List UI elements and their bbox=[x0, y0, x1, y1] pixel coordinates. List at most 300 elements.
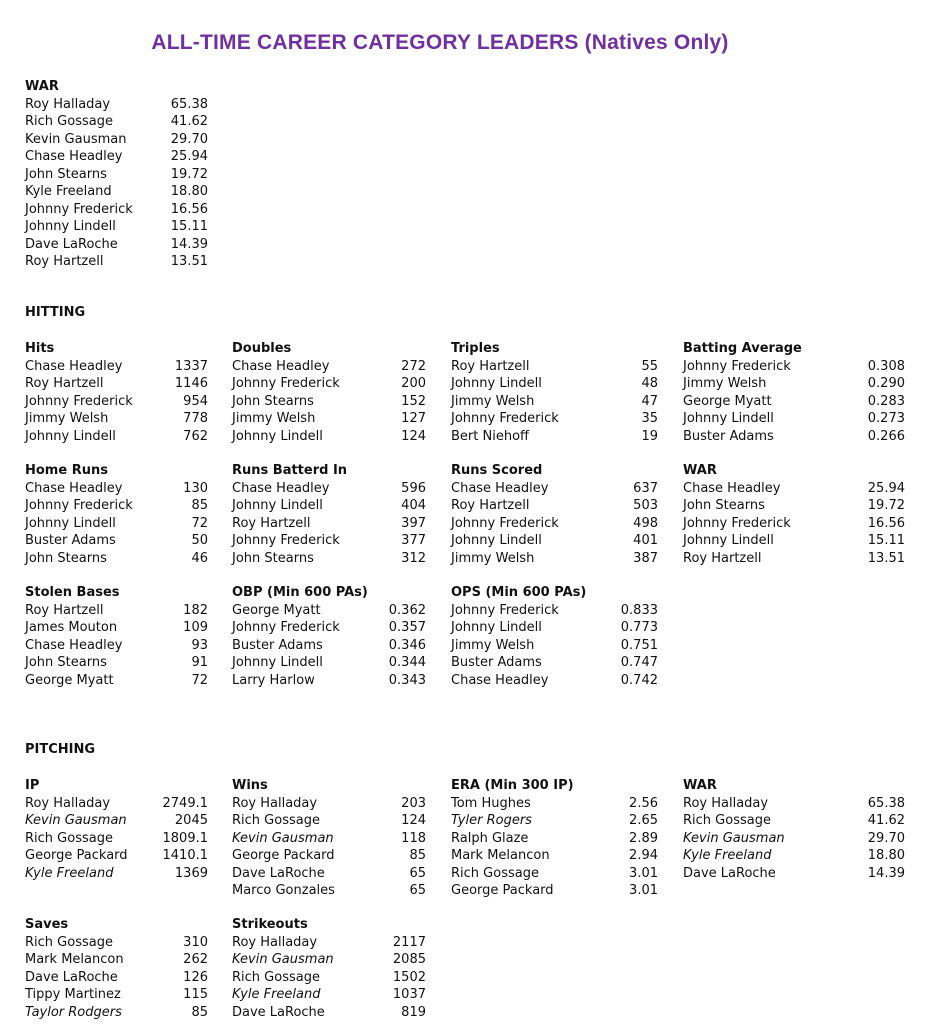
stat-value: 72 bbox=[191, 515, 208, 531]
category-heading: Strikeouts bbox=[232, 917, 308, 932]
stat-value: 13.51 bbox=[170, 254, 208, 269]
player-name: Johnny Lindell bbox=[25, 515, 116, 531]
stat-value: 0.290 bbox=[867, 376, 905, 391]
stat-value: 0.346 bbox=[388, 637, 426, 653]
player-name: Roy Halladay bbox=[232, 795, 318, 811]
stat-value: 124 bbox=[401, 428, 426, 444]
stat-value: 19 bbox=[641, 428, 658, 444]
player-name: Tom Hughes bbox=[451, 795, 531, 811]
leader-row bbox=[683, 358, 905, 376]
player-name: Kyle Freeland bbox=[232, 987, 321, 1002]
stat-value: 272 bbox=[401, 358, 426, 374]
leader-row bbox=[683, 515, 905, 533]
leader-row bbox=[25, 986, 208, 1004]
player-name: Johnny Frederick bbox=[232, 533, 340, 548]
leader-row bbox=[232, 969, 426, 987]
player-name: Dave LaRoche bbox=[25, 969, 118, 985]
stat-value: 0.747 bbox=[620, 655, 658, 670]
player-name: Roy Hartzell bbox=[25, 602, 104, 618]
stat-value: 0.344 bbox=[388, 655, 426, 670]
stat-value: 2045 bbox=[174, 813, 208, 828]
player-name: Johnny Frederick bbox=[683, 515, 791, 531]
leader-row bbox=[232, 428, 426, 446]
player-name: Johnny Frederick bbox=[25, 393, 133, 409]
leader-row bbox=[25, 96, 208, 114]
player-name: Kyle Freeland bbox=[25, 184, 112, 199]
leader-row bbox=[232, 637, 426, 655]
player-name: George Myatt bbox=[25, 672, 114, 688]
stat-value: 35 bbox=[641, 411, 658, 426]
leader-row bbox=[25, 637, 208, 655]
category-strikeouts bbox=[232, 916, 426, 1021]
stat-value: 819 bbox=[401, 1004, 426, 1020]
stat-value: 41.62 bbox=[867, 813, 905, 828]
leader-row bbox=[25, 830, 208, 848]
player-name: James Mouton bbox=[25, 620, 118, 635]
overall-war-table bbox=[25, 78, 208, 271]
leader-row bbox=[232, 865, 426, 883]
stat-value: 48 bbox=[641, 376, 658, 391]
player-name: Johnny Lindell bbox=[683, 411, 774, 426]
category-triples bbox=[451, 340, 658, 445]
player-name: Buster Adams bbox=[25, 533, 116, 548]
player-name: John Stearns bbox=[25, 166, 107, 182]
leader-row bbox=[451, 550, 658, 568]
player-name: Dave LaRoche bbox=[683, 865, 776, 881]
stat-value: 2117 bbox=[392, 934, 426, 950]
player-name: John Stearns bbox=[232, 393, 314, 409]
category-heading: WAR bbox=[683, 463, 717, 478]
leader-row bbox=[683, 428, 905, 446]
leader-row bbox=[232, 515, 426, 533]
player-name: Johnny Frederick bbox=[25, 498, 133, 513]
leader-row bbox=[25, 393, 208, 411]
leader-row bbox=[451, 393, 658, 411]
leader-row bbox=[451, 882, 658, 900]
stat-value: 115 bbox=[183, 987, 208, 1002]
category-heading: Stolen Bases bbox=[25, 585, 120, 600]
leader-row bbox=[451, 515, 658, 533]
stat-value: 203 bbox=[401, 795, 426, 811]
leader-row bbox=[25, 428, 208, 446]
category-heading: OBP (Min 600 PAs) bbox=[232, 585, 368, 600]
stat-value: 29.70 bbox=[170, 131, 208, 147]
player-name: Bert Niehoff bbox=[451, 428, 529, 444]
leader-row bbox=[25, 148, 208, 166]
player-name: Rich Gossage bbox=[25, 830, 113, 846]
player-name: Johnny Lindell bbox=[451, 376, 542, 391]
player-name: Kyle Freeland bbox=[683, 848, 772, 863]
player-name: Kevin Gausman bbox=[25, 813, 127, 828]
player-name: John Stearns bbox=[232, 550, 314, 566]
leader-row bbox=[683, 375, 905, 393]
player-name: Ralph Glaze bbox=[451, 830, 529, 846]
leader-row bbox=[232, 1004, 426, 1022]
category-heading: Doubles bbox=[232, 341, 292, 356]
stat-value: 85 bbox=[191, 498, 208, 513]
category-heading: Wins bbox=[232, 778, 268, 793]
player-name: Dave LaRoche bbox=[232, 865, 325, 881]
stat-value: 14.39 bbox=[867, 865, 905, 881]
leader-row bbox=[451, 654, 658, 672]
stat-value: 2.65 bbox=[629, 813, 658, 828]
stat-value: 0.357 bbox=[388, 620, 426, 635]
stat-value: 29.70 bbox=[867, 830, 905, 846]
stat-value: 0.273 bbox=[867, 411, 905, 426]
leader-row bbox=[451, 602, 658, 620]
stat-value: 85 bbox=[409, 848, 426, 863]
stat-value: 1809.1 bbox=[162, 830, 208, 846]
leader-row bbox=[451, 480, 658, 498]
stat-value: 55 bbox=[641, 358, 658, 374]
leader-row bbox=[232, 830, 426, 848]
leader-row bbox=[451, 410, 658, 428]
stat-value: 3.01 bbox=[629, 865, 658, 881]
leader-row bbox=[451, 795, 658, 813]
player-name: Roy Hartzell bbox=[232, 515, 311, 531]
leader-row bbox=[232, 654, 426, 672]
leader-row bbox=[451, 672, 658, 690]
player-name: Marco Gonzales bbox=[232, 883, 335, 898]
category-heading: Runs Scored bbox=[451, 463, 543, 478]
category-heading: Hits bbox=[25, 341, 55, 356]
leader-row bbox=[25, 358, 208, 376]
leader-row bbox=[451, 865, 658, 883]
player-name: Kevin Gausman bbox=[232, 830, 334, 846]
leader-row bbox=[25, 654, 208, 672]
player-name: Dave LaRoche bbox=[25, 236, 118, 252]
stat-value: 0.343 bbox=[388, 672, 426, 688]
player-name: Tyler Rogers bbox=[451, 813, 532, 828]
stat-value: 25.94 bbox=[170, 149, 208, 164]
category-home-runs bbox=[25, 462, 208, 567]
stat-value: 65 bbox=[409, 865, 426, 881]
player-name: Larry Harlow bbox=[232, 672, 315, 688]
stat-value: 65 bbox=[409, 883, 426, 898]
stat-value: 19.72 bbox=[867, 498, 905, 513]
leader-row bbox=[683, 410, 905, 428]
stat-value: 18.80 bbox=[170, 184, 208, 199]
leader-row bbox=[25, 410, 208, 428]
player-name: Chase Headley bbox=[25, 637, 123, 653]
stat-value: 65.38 bbox=[867, 795, 905, 811]
leader-row bbox=[25, 951, 208, 969]
leader-row bbox=[451, 358, 658, 376]
player-name: Kevin Gausman bbox=[232, 952, 334, 967]
category-stolen-bases bbox=[25, 584, 208, 689]
player-name: Chase Headley bbox=[451, 672, 549, 688]
player-name: George Myatt bbox=[683, 393, 772, 409]
player-name: Chase Headley bbox=[683, 480, 781, 496]
player-name: Johnny Lindell bbox=[232, 498, 323, 513]
stat-value: 778 bbox=[183, 411, 208, 426]
category-heading: WAR bbox=[25, 79, 59, 94]
stat-value: 262 bbox=[183, 952, 208, 967]
player-name: Buster Adams bbox=[451, 655, 542, 670]
leader-row bbox=[451, 532, 658, 550]
section-label-pitching: PITCHING bbox=[25, 742, 96, 757]
stat-value: 18.80 bbox=[867, 848, 905, 863]
leader-row bbox=[25, 497, 208, 515]
stat-value: 1502 bbox=[392, 969, 426, 985]
stat-value: 182 bbox=[183, 602, 208, 618]
player-name: George Packard bbox=[232, 848, 335, 863]
stat-value: 2085 bbox=[392, 952, 426, 967]
stat-value: 2.56 bbox=[629, 795, 658, 811]
leader-row bbox=[451, 497, 658, 515]
leader-row bbox=[25, 934, 208, 952]
leader-row bbox=[232, 619, 426, 637]
player-name: Kyle Freeland bbox=[25, 865, 114, 881]
player-name: George Myatt bbox=[232, 602, 321, 618]
player-name: Rich Gossage bbox=[25, 114, 113, 129]
leader-row bbox=[683, 393, 905, 411]
category-era bbox=[451, 777, 658, 900]
stat-value: 85 bbox=[191, 1004, 208, 1020]
leader-row bbox=[25, 253, 208, 271]
leader-row bbox=[232, 532, 426, 550]
stat-value: 16.56 bbox=[170, 201, 208, 217]
stat-value: 152 bbox=[401, 393, 426, 409]
stat-value: 0.283 bbox=[867, 393, 905, 409]
stat-value: 0.773 bbox=[620, 620, 658, 635]
stat-value: 377 bbox=[401, 533, 426, 548]
leader-row bbox=[25, 375, 208, 393]
player-name: Johnny Lindell bbox=[451, 533, 542, 548]
category-heading: WAR bbox=[683, 778, 717, 793]
category-doubles bbox=[232, 340, 426, 445]
leader-row bbox=[25, 480, 208, 498]
category-heading: IP bbox=[25, 778, 40, 793]
stat-value: 3.01 bbox=[629, 883, 658, 898]
stat-value: 118 bbox=[401, 830, 426, 846]
player-name: Mark Melancon bbox=[25, 952, 124, 967]
stat-value: 46 bbox=[191, 550, 208, 566]
stat-value: 25.94 bbox=[867, 480, 905, 496]
leader-row bbox=[232, 393, 426, 411]
player-name: Johnny Frederick bbox=[232, 376, 340, 391]
player-name: Johnny Lindell bbox=[232, 655, 323, 670]
page-title: ALL-TIME CAREER CATEGORY LEADERS (Natives Only) bbox=[151, 31, 729, 54]
player-name: Chase Headley bbox=[25, 149, 123, 164]
leader-row bbox=[232, 602, 426, 620]
leader-row bbox=[25, 865, 208, 883]
category-heading: Home Runs bbox=[25, 463, 108, 478]
stat-value: 954 bbox=[183, 393, 208, 409]
player-name: Taylor Rodgers bbox=[25, 1004, 122, 1020]
leader-row bbox=[25, 236, 208, 254]
stat-value: 126 bbox=[183, 969, 208, 985]
leader-row bbox=[25, 131, 208, 149]
player-name: John Stearns bbox=[683, 498, 765, 513]
category-heading: ERA (Min 300 IP) bbox=[451, 778, 574, 793]
category-runs-batted-in bbox=[232, 462, 426, 567]
leader-row bbox=[232, 986, 426, 1004]
stat-value: 0.362 bbox=[388, 602, 426, 618]
category-obp bbox=[232, 584, 426, 689]
player-name: Johnny Frederick bbox=[451, 602, 559, 618]
player-name: Rich Gossage bbox=[232, 813, 320, 828]
stat-value: 0.751 bbox=[620, 637, 658, 653]
leader-row bbox=[232, 934, 426, 952]
leader-row bbox=[232, 410, 426, 428]
leader-row bbox=[683, 480, 905, 498]
player-name: Johnny Lindell bbox=[451, 620, 542, 635]
leader-row bbox=[232, 847, 426, 865]
leader-row bbox=[683, 550, 905, 568]
player-name: Chase Headley bbox=[25, 358, 123, 374]
player-name: Rich Gossage bbox=[232, 969, 320, 985]
leader-row bbox=[232, 375, 426, 393]
player-name: Rich Gossage bbox=[25, 934, 113, 950]
stat-value: 65.38 bbox=[170, 96, 208, 112]
leader-row bbox=[25, 183, 208, 201]
stat-value: 0.308 bbox=[867, 358, 905, 374]
leader-row bbox=[25, 672, 208, 690]
player-name: Chase Headley bbox=[25, 480, 123, 496]
leader-row bbox=[232, 672, 426, 690]
stat-value: 0.742 bbox=[620, 672, 658, 688]
player-name: Roy Halladay bbox=[25, 795, 111, 811]
leader-row bbox=[25, 969, 208, 987]
player-name: Roy Hartzell bbox=[25, 254, 104, 269]
leader-row bbox=[683, 865, 905, 883]
leader-row bbox=[451, 847, 658, 865]
leader-row bbox=[232, 550, 426, 568]
leader-row bbox=[232, 812, 426, 830]
player-name: Chase Headley bbox=[451, 480, 549, 496]
leader-row bbox=[25, 113, 208, 131]
player-name: John Stearns bbox=[25, 550, 107, 566]
category-hitting-war bbox=[683, 462, 905, 567]
player-name: Jimmy Welsh bbox=[451, 637, 535, 653]
stat-value: 498 bbox=[633, 515, 658, 531]
stat-value: 16.56 bbox=[867, 515, 905, 531]
player-name: Chase Headley bbox=[232, 358, 330, 374]
player-name: Johnny Frederick bbox=[25, 201, 133, 217]
leader-row bbox=[25, 515, 208, 533]
stat-value: 47 bbox=[641, 393, 658, 409]
stat-value: 1369 bbox=[174, 865, 208, 881]
player-name: Johnny Frederick bbox=[232, 620, 340, 635]
stat-value: 91 bbox=[191, 655, 208, 670]
player-name: Johnny Lindell bbox=[683, 533, 774, 548]
stat-value: 124 bbox=[401, 813, 426, 828]
stat-value: 0.266 bbox=[867, 428, 905, 444]
leader-row bbox=[451, 637, 658, 655]
leader-row bbox=[451, 428, 658, 446]
player-name: Johnny Lindell bbox=[25, 219, 116, 234]
category-ip bbox=[25, 777, 208, 882]
category-heading: Batting Average bbox=[683, 341, 802, 356]
player-name: Johnny Frederick bbox=[683, 358, 791, 374]
stat-value: 13.51 bbox=[867, 550, 905, 566]
leader-row bbox=[25, 201, 208, 219]
leader-row bbox=[683, 812, 905, 830]
stat-value: 200 bbox=[401, 376, 426, 391]
player-name: Johnny Lindell bbox=[232, 428, 323, 444]
stat-value: 310 bbox=[183, 934, 208, 950]
player-name: Roy Hartzell bbox=[451, 498, 530, 513]
stat-value: 503 bbox=[633, 498, 658, 513]
stat-value: 127 bbox=[401, 411, 426, 426]
stat-value: 404 bbox=[401, 498, 426, 513]
stat-value: 2749.1 bbox=[162, 795, 208, 811]
leader-row bbox=[25, 795, 208, 813]
player-name: Jimmy Welsh bbox=[25, 411, 109, 426]
stat-value: 41.62 bbox=[170, 114, 208, 129]
leader-row bbox=[232, 795, 426, 813]
leader-row bbox=[683, 532, 905, 550]
leader-row bbox=[25, 847, 208, 865]
category-pitching-war bbox=[683, 777, 905, 882]
player-name: John Stearns bbox=[25, 655, 107, 670]
stat-value: 0.833 bbox=[620, 602, 658, 618]
stat-value: 2.89 bbox=[629, 830, 658, 846]
player-name: Rich Gossage bbox=[683, 813, 771, 828]
leader-row bbox=[683, 830, 905, 848]
leader-row bbox=[683, 847, 905, 865]
leader-row bbox=[25, 1004, 208, 1022]
leader-row bbox=[25, 218, 208, 236]
leader-row bbox=[451, 375, 658, 393]
category-runs-scored bbox=[451, 462, 658, 567]
stat-value: 19.72 bbox=[170, 166, 208, 182]
leader-row bbox=[683, 497, 905, 515]
stat-value: 387 bbox=[633, 550, 658, 566]
category-batting-average bbox=[683, 340, 905, 445]
player-name: Jimmy Welsh bbox=[451, 393, 535, 409]
player-name: Johnny Frederick bbox=[451, 411, 559, 426]
player-name: Roy Halladay bbox=[25, 96, 111, 112]
category-heading: Runs Batterd In bbox=[232, 463, 348, 478]
stat-value: 109 bbox=[183, 620, 208, 635]
player-name: Roy Hartzell bbox=[683, 550, 762, 566]
leader-row bbox=[232, 480, 426, 498]
category-heading: Saves bbox=[25, 917, 69, 932]
stat-value: 72 bbox=[191, 672, 208, 688]
player-name: George Packard bbox=[25, 848, 128, 863]
leader-row bbox=[25, 602, 208, 620]
player-name: Kevin Gausman bbox=[25, 131, 127, 147]
category-heading: Triples bbox=[451, 341, 500, 356]
player-name: Roy Halladay bbox=[683, 795, 769, 811]
player-name: Roy Halladay bbox=[232, 934, 318, 950]
stat-value: 637 bbox=[633, 480, 658, 496]
category-heading: OPS (Min 600 PAs) bbox=[451, 585, 587, 600]
player-name: Buster Adams bbox=[232, 637, 323, 653]
leader-row bbox=[25, 812, 208, 830]
stat-value: 397 bbox=[401, 515, 426, 531]
player-name: George Packard bbox=[451, 883, 554, 898]
stat-value: 596 bbox=[401, 480, 426, 496]
leader-row bbox=[25, 166, 208, 184]
leader-row bbox=[451, 812, 658, 830]
player-name: Roy Hartzell bbox=[451, 358, 530, 374]
category-hits bbox=[25, 340, 208, 445]
leader-row bbox=[25, 619, 208, 637]
leader-row bbox=[25, 550, 208, 568]
player-name: Jimmy Welsh bbox=[451, 550, 535, 566]
leader-row bbox=[232, 497, 426, 515]
stat-value: 401 bbox=[633, 533, 658, 548]
stat-value: 14.39 bbox=[170, 236, 208, 252]
player-name: Mark Melancon bbox=[451, 848, 550, 863]
leader-row bbox=[683, 795, 905, 813]
leader-row bbox=[25, 532, 208, 550]
leader-row bbox=[232, 358, 426, 376]
leader-row bbox=[451, 830, 658, 848]
